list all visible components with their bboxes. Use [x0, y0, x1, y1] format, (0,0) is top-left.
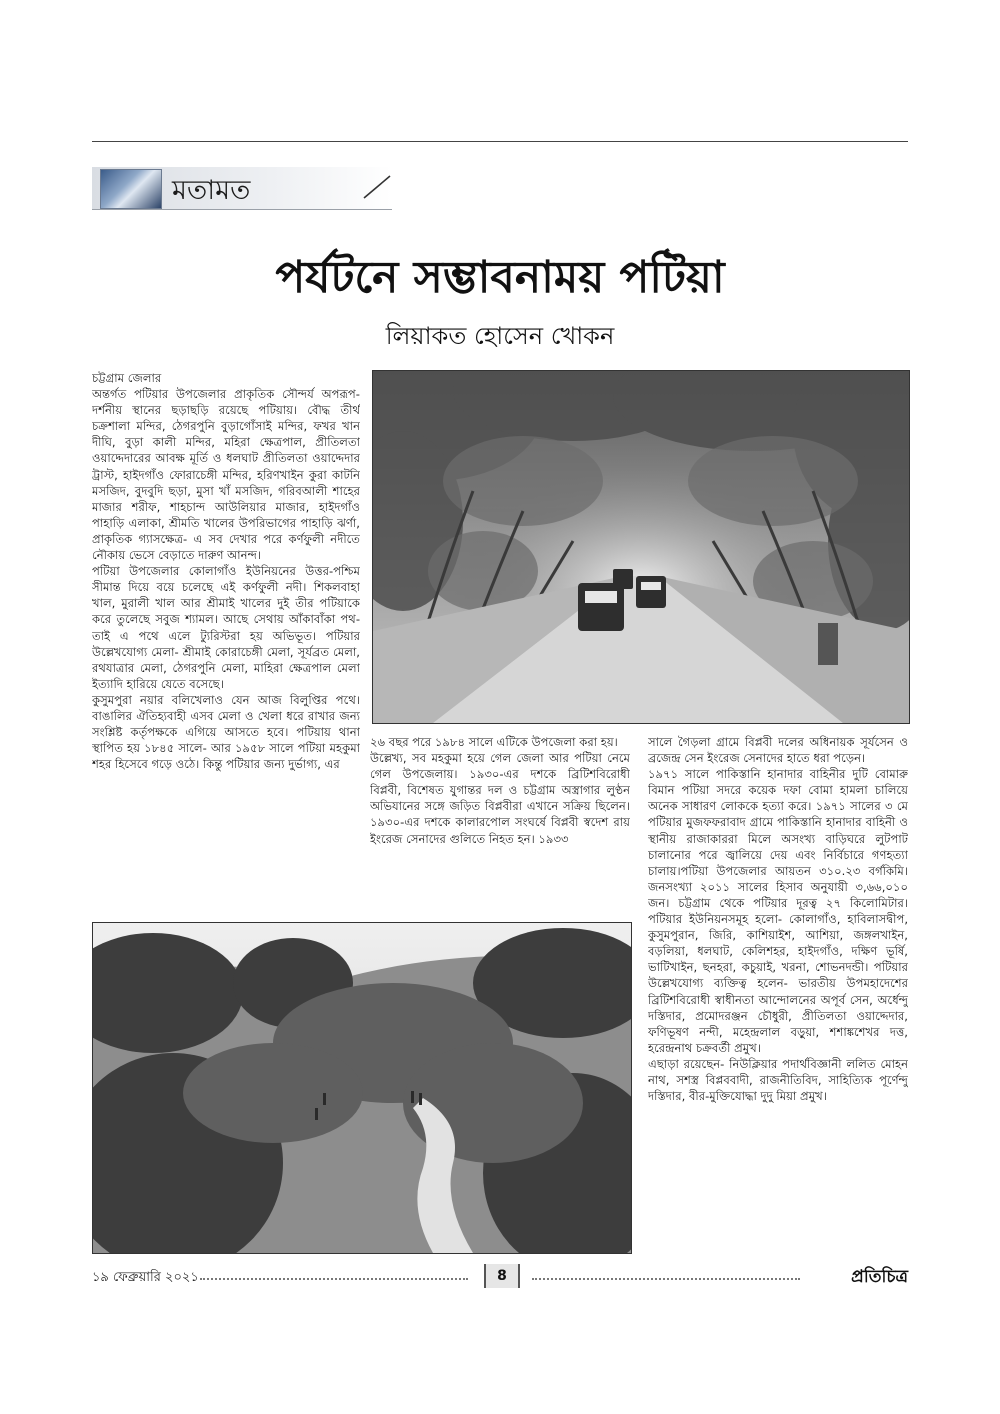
article-author: লিয়াকত হোসেন খোকন: [385, 322, 615, 350]
section-title: মতামত: [172, 175, 251, 206]
paragraph: পটিয়া উপজেলার কোলাগাঁও ইউনিয়নের উত্তর-পশ্চিম সীমান্ত দিয়ে বয়ে চলেছে এই কর্ণফুলী নদী। শিকলবাহা খাল, মুরালী খাল আর শ্রীমাই খালের দুই তীর পটিয়াকে করে তুলেছে সবুজ শ্যামল। আছে সেথায় আঁকাবাঁকা পথ- তাই এ পথে এলে ট্যুরিস্টরা হয় অভিভূত। পটিয়ার উল্লেখযোগ্য মেলা- শ্রীমাই কোরাচেঙ্গী মেলা, সূর্যব্রত মেলা, রথযাত্রার মেলা, ঠেগরপুনি মেলা, মাহিরা ক্ষেত্রপাল মেলা ইত্যাদি হারিয়ে যেতে বসেছে।: [92, 564, 360, 691]
paragraph: কুসুমপুরা নয়ার বলিখেলাও যেন আজ বিলুপ্তির পথে। বাঙালির ঐতিহ্যবাহী এসব মেলা ও খেলা ধরে রাখার জন্য সংশ্লিষ্ট কর্তৃপক্ষকে এগিয়ে আসতে হবে। পটিয়ায় থানা স্থাপিত হয় ১৮৪৫ সালে- আর ১৯৫৮ সালে পটিয়া মহকুমা শহর হিসেবে গড়ে ওঠে। কিন্তু পটিয়ার জন্য দুর্ভাগ্য, এর: [92, 692, 360, 772]
article-column-1: [92, 370, 360, 900]
footer-leader-left: [200, 1278, 468, 1280]
tree-tunnel-road-photo: [372, 370, 910, 724]
paragraph: সালে গৈড়লা গ্রামে বিপ্লবী দলের অধিনায়ক সূর্যসেন ও ব্রজেন্দ্র সেন ইংরেজ সেনাদের হাতে ধরা পড়েন।: [648, 735, 908, 766]
footer-leader-right: [532, 1278, 800, 1280]
paragraph: এছাড়া রয়েছেন- নিউক্লিয়ার পদার্থবিজ্ঞানী ললিত মোহন নাথ, সশস্ত্র বিপ্লববাদী, রাজনীতিবিদ, সাহিত্যিক পূর্ণেন্দু দস্তিদার, বীর-মুক্তিযোদ্ধা দুদু মিয়া প্রমুখ।: [648, 1056, 908, 1104]
page-number: 8: [484, 1264, 520, 1288]
paragraph: ১৯৭১ সালে পাকিস্তানি হানাদার বাহিনীর দুটি বোমারু বিমান পটিয়া সদরে কয়েক দফা বোমা হামলা চালিয়ে অনেক সাধারণ লোককে হত্যা করে। ১৯৭১ সালের ৩ মে পটিয়ার মুজফফরাবাদ গ্রামে পাকিস্তানি হানাদার বাহিনী ও স্থানীয় রাজাকাররা মিলে অসংখ্য বাড়িঘরে লুটপাট চালানোর পরে জ্বালিয়ে দেয় এবং নির্বিচারে গণহত্যা চালায়।পটিয়া উপজেলার আয়তন ৩১০.২৩ বর্গকিমি। জনসংখ্যা ২০১১ সালের হিসাব অনুযায়ী ৩,৬৬,০১০ জন। চট্টগ্রাম থেকে পটিয়ার দূরত্ব ২৭ কিলোমিটার। পটিয়ার ইউনিয়নসমূহ হলো- কোলাগাঁও, হাবিলাসদ্বীপ, কুসুমপুরান, জিরি, কাশিয়াইশ, আশিয়া, জঙ্গলখাইন, বড়লিয়া, ধলঘাট, কেলিশহর, হাইদগাঁও, দক্ষিণ ভূর্ষি, ভাটিখাইন, ছনহরা, কচুয়াই, খরনা, শোভনদন্ডী। পটিয়ার উল্লেখযোগ্য ব্যক্তিত্ব হলেন- ভারতীয় উপমহাদেশের ব্রিটিশবিরোধী স্বাধীনতা আন্দোলনের অপূর্ব সেন, অর্ধেন্দু দস্তিদার, প্রমোদরঞ্জন চৌধুরী, প্রীতিলতা ওয়াদ্দেদার, ফণিভূষণ নন্দী, মহেন্দ্রলাল বড়ুয়া, শশাঙ্কশেখর দত্ত, হরেন্দ্রনাথ চক্রবর্তী প্রমুখ।: [648, 767, 908, 1055]
hill-stream-photo: [92, 922, 632, 1254]
article-column-3: [648, 734, 908, 1254]
paragraph: উল্লেখ্য, সব মহকুমা হয়ে গেল জেলা আর পটিয়া নেমে গেল উপজেলায়। ১৯৩০-এর দশকে ব্রিটিশবিরোধী বিপ্লবী, বিশেষত যুগান্তর দল ও চট্টগ্রাম অস্ত্রাগার লুণ্ঠন অভিযানের সঙ্গে জড়িত বিপ্লবীরা এখানে সক্রিয় ছিলেন। ১৯৩০-এর দশকে কালারপোল সংঘর্ষে বিপ্লবী স্বদেশ রায় ইংরেজ সেনাদের গুলিতে নিহত হন। ১৯৩৩: [370, 751, 630, 846]
publication-name: প্রতিচিত্র: [851, 1267, 908, 1287]
pen-stroke-icon: [360, 168, 394, 204]
paragraph: ২৬ বছর পরে ১৯৮৪ সালে এটিকে উপজেলা করা হয়।: [370, 735, 618, 749]
article-headline: পর্যটনে সম্ভাবনাময় পটিয়া: [275, 252, 725, 303]
article-column-2: [370, 734, 630, 904]
top-rule: [92, 141, 908, 142]
paragraph: অন্তর্গত পটিয়ার উপজেলার প্রাকৃতিক সৌন্দর্য অপরূপ-দর্শনীয় স্থানের ছড়াছড়ি রয়েছে পটিয়ায়। বৌদ্ধ তীর্থ চক্রশালা মন্দির, ঠেগরপুনি বুড়াগোঁসাই মন্দির, ফখর খান দীঘি, বুড়া কালী মন্দির, মহিরা ক্ষেত্রপাল, প্রীতিলতা ওয়াদ্দেদারের আবক্ষ মূর্তি ও ধলঘাট প্রীতিলতা ওয়াদ্দেদার ট্রাস্ট, হাইদগাঁও ফোরাচেঙ্গী মন্দির, হরিণখাইন কুরা কাটনি মসজিদ, বুদবুদি ছড়া, মুসা খাঁ মসজিদ, গরিবআলী শাহের মাজার শরীফ, শাহচান্দ আউলিয়ার মাজার, হাইদগাঁও পাহাড়ি এলাকা, শ্রীমতি খালের উপরিভাগের পাহাড়ি ঝর্ণা, প্রাকৃতিক গ্যাসক্ষেত্র- এ সব দেখার পরে কর্ণফুলী নদীতে নৌকায় ভেসে বেড়াতে দারুণ আনন্দ।: [92, 387, 360, 563]
issue-date: ১৯ ফেব্রুয়ারি ২০২১: [92, 1270, 199, 1285]
newspaper-emblem-icon: [100, 169, 162, 209]
paragraph: চট্টগ্রাম জেলার: [92, 371, 162, 385]
